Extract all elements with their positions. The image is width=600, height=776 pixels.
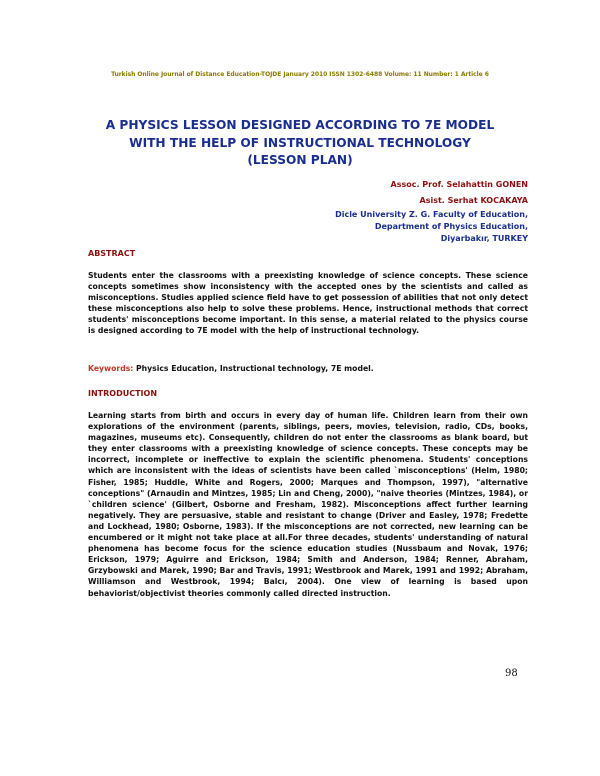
affiliation-line-2: Department of Physics Education,: [374, 222, 528, 232]
affiliation: [228, 209, 528, 246]
introduction-paragraph: Learning starts from birth and occurs in every day of human life. Children learn from their own explorations of the environment (parents, siblings, peers, movies, television, radio, CDs, books, magazines, museums etc). Consequently, children do not enter the classrooms as blank board, but they enter classrooms with a preexisting knowledge of science concepts. These concepts may be incorrect, incomplete or ineffective to explain the scientific phenomena. Students' conceptions which are inconsistent with the ideas of scientists have been called `misconceptions' (Helm, 1980; Fisher, 1985; Huddle, White and Rogers, 2000; Marques and Thompson, 1997), "alternative conceptions" (Arnaudin and Mintzes, 1985; Lin and Cheng, 2000), "naive theories (Mintzes, 1984), or `children science' (Gilbert, Osborne and Fresham, 1982). Misconceptions affect further learning negatively. They are persuasive, stable and resistant to change (Driver and Easley, 1978; Fredette and Lockhead, 1980; Osborne, 1983). If the misconceptions are not corrected, new learning can be encumbered or it might not take place at all.For three decades, students' understanding of natural phenomena has become focus for the science education studies (Nussbaum and Novak, 1976; Erickson, 1979; Aguirre and Erickson, 1984; Smith and Anderson, 1984; Renner, Abraham, Grzybowski and Marek, 1990; Bar and Travis, 1991; Westbrook and Marek, 1991 and 1992; Abraham, Williamson and Westbrook, 1994; Balcı, 2004). One view of learning is based upon behaviorist/objectivist theories commonly called directed instruction.: [88, 411, 528, 598]
title-line-2: WITH THE HELP OF INSTRUCTIONAL TECHNOLOGY: [129, 135, 471, 150]
affiliation-line-3: Diyarbakır, TURKEY: [440, 234, 528, 244]
keywords: [88, 364, 528, 373]
page-number: 98: [505, 668, 518, 679]
affiliation-line-1: Dicle University Z. G. Faculty of Education,: [335, 210, 528, 219]
keywords-label: Keywords:: [88, 364, 134, 373]
keywords-text: Physics Education, Instructional technology, 7E model.: [133, 364, 374, 373]
author-1: Assoc. Prof. Selahattin GONEN: [390, 180, 528, 189]
author-list: [228, 177, 528, 208]
abstract-paragraph: Students enter the classrooms with a preexisting knowledge of science concepts. These science concepts sometimes show inconsistency with the accepted ones by the scientists and called as misconceptions. Studies applied science field have to get possession of abilities that not only detect these misconceptions also help to solve these problems. Hence, instructional methods that correct students' misconceptions become important. In this sense, a material related to the physics course is designed according to 7E model with the help of instructional technology.: [88, 271, 528, 336]
paper-title: [80, 117, 520, 170]
introduction-heading: INTRODUCTION: [88, 389, 158, 398]
author-2: Asist. Serhat KOCAKAYA: [419, 195, 528, 205]
title-line-1: A PHYSICS LESSON DESIGNED ACCORDING TO 7E MODEL: [105, 118, 495, 132]
journal-header: Turkish Online Journal of Distance Education-TOJDE January 2010 ISSN 1302-6488 Volume: 11 Number: 1 Article 6: [111, 71, 489, 78]
title-line-3: (LESSON PLAN): [247, 153, 353, 167]
abstract-heading: ABSTRACT: [88, 249, 136, 258]
